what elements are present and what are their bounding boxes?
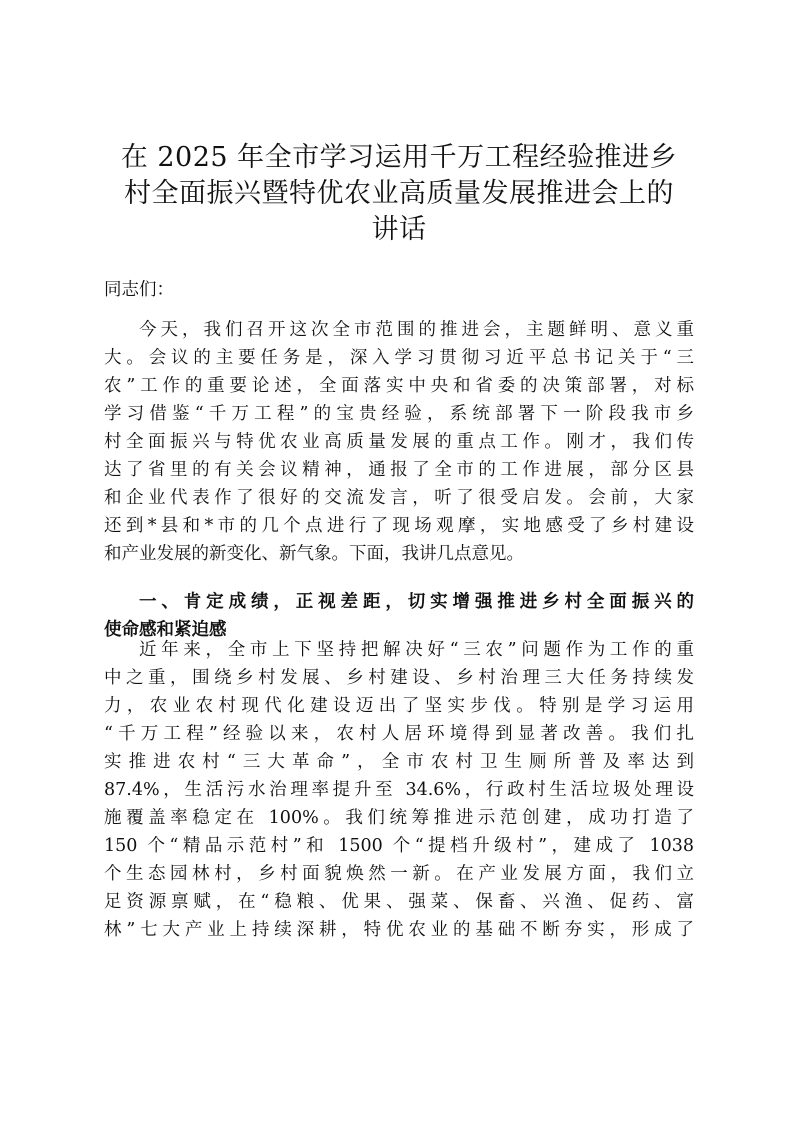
paragraph-line: 农”工作的重要论述，全面落实中央和省委的决策部署，对标 [104,376,694,396]
paragraph-line: 150 个“精品示范村”和 1500 个“提档升级村”，建成了 1038 [104,836,694,856]
paragraph-achievements [104,636,694,944]
paragraph-line: 力，农业农村现代化建设迈出了坚实步伐。特别是学习运用 [104,696,694,716]
title-line: 讲话 [371,214,427,245]
paragraph-line: 村全面振兴与特优农业高质量发展的重点工作。刚才，我们传 [104,432,694,452]
paragraph-line: 个生态园林村，乡村面貌焕然一新。在产业发展方面，我们立 [104,864,694,884]
paragraph-line: 大。会议的主要任务是，深入学习贯彻习近平总书记关于“三 [104,348,694,368]
document-title [104,140,694,248]
heading-line: 使命感和紧迫感 [104,620,227,640]
paragraph-line: “千万工程”经验以来，农村人居环境得到显著改善。我们扎 [104,724,694,744]
paragraph-line: 足资源禀赋，在“稳粮、优果、强菜、保畜、兴渔、促药、富 [104,892,694,912]
paragraph-line: 达了省里的有关会议精神，通报了全市的工作进展，部分区县 [104,460,694,480]
paragraph-line: 实推进农村“三大革命”，全市农村卫生厕所普及率达到 [104,752,694,772]
paragraph-intro [104,316,694,568]
paragraph-line: 和企业代表作了很好的交流发言，听了很受启发。会前，大家 [104,488,694,508]
paragraph-line: 和产业发展的新变化、新气象。下面，我讲几点意见。 [104,544,524,564]
heading-line: 一、肯定成绩，正视差距，切实增强推进乡村全面振兴的 [139,592,694,612]
paragraph-line: 今天，我们召开这次全市范围的推进会，主题鲜明、意义重 [139,320,694,340]
title-line: 在 2025 年全市学习运用千万工程经验推进乡 [120,142,678,173]
paragraph-line: 林”七大产业上持续深耕，特优农业的基础不断夯实，形成了 [104,920,694,940]
paragraph-line: 学习借鉴“千万工程”的宝贵经验，系统部署下一阶段我市乡 [104,404,694,424]
paragraph-line: 近年来，全市上下坚持把解决好“三农”问题作为工作的重 [139,640,694,660]
greeting: 同志们： [104,280,174,300]
title-line: 村全面振兴暨特优农业高质量发展推进会上的 [124,178,674,209]
paragraph-line: 中之重，围绕乡村发展、乡村建设、乡村治理三大任务持续发 [104,668,694,688]
paragraph-line: 还到*县和*市的几个点进行了现场观摩，实地感受了乡村建设 [104,516,694,536]
paragraph-line: 87.4%，生活污水治理率提升至 34.6%，行政村生活垃圾处理设 [104,780,694,800]
paragraph-line: 施覆盖率稳定在 100%。我们统筹推进示范创建，成功打造了 [104,808,694,828]
